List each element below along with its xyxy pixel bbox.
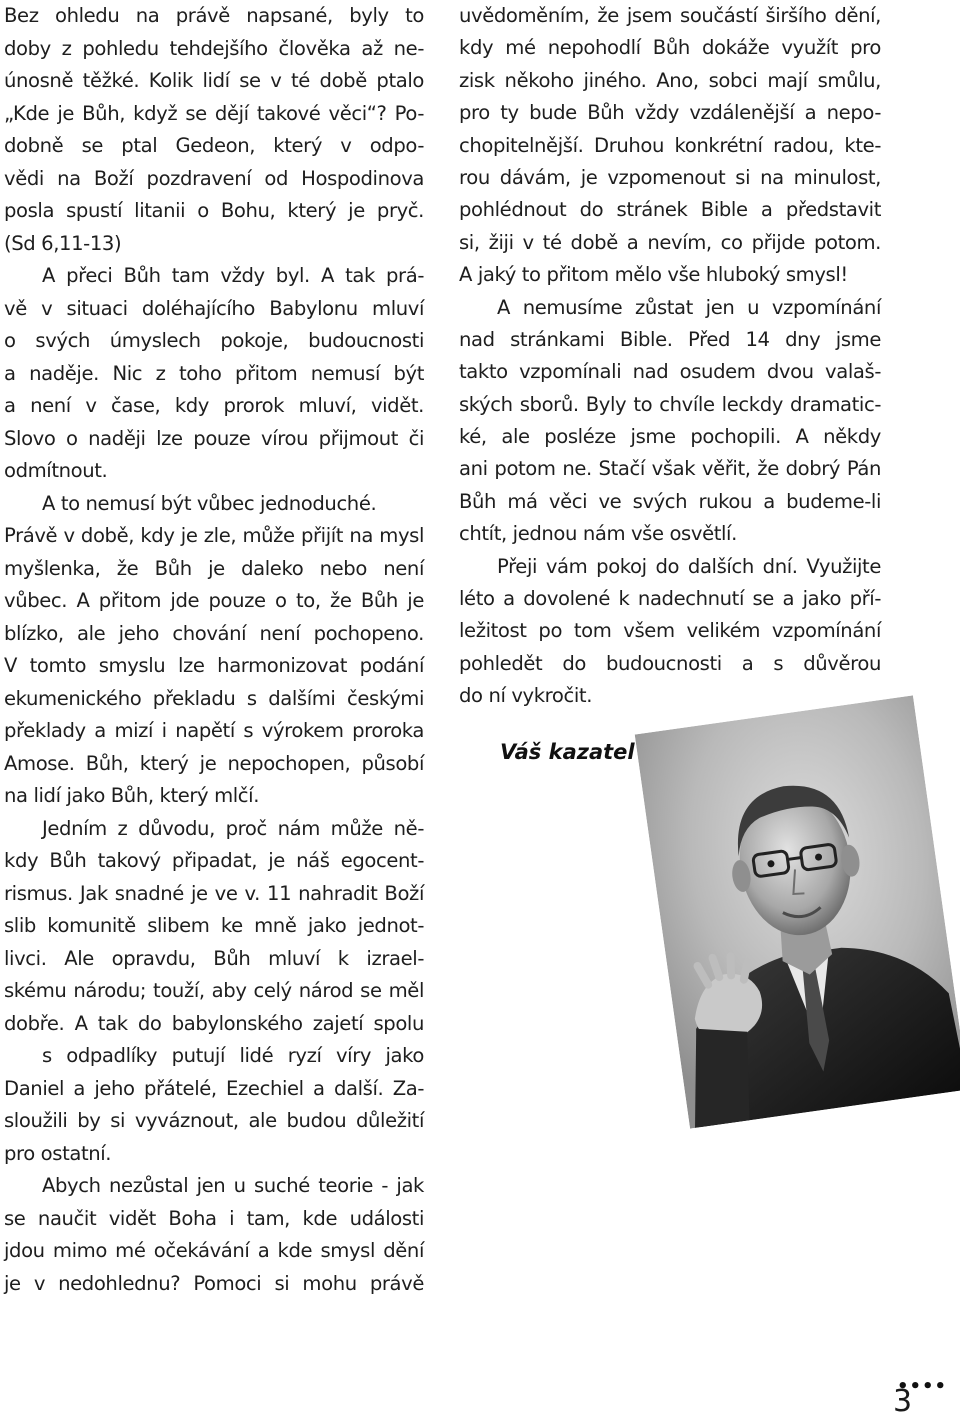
text-line: myšlenka, že Bůh je daleko nebo není [4, 556, 424, 580]
text-line: sloužili by si vyváznout, ale budou důležití [4, 1109, 424, 1132]
text-line: skému národu; touží, aby celý národ se měl [4, 979, 424, 1002]
text-line: Bůh má věci ve svých rukou a budeme-li [459, 489, 881, 513]
signature: Váš kazatel [500, 740, 635, 764]
text-line: A jaký to přitom mělo vše hluboký smysl! [459, 263, 848, 287]
text-line: překlady a mizí i napětí s výrokem proroka [4, 719, 424, 742]
text-line: doby z pohledu tehdejšího člověka až ne- [4, 36, 424, 60]
text-line: léto a dovolené k nadechnutí se a jako pří- [459, 587, 881, 611]
text-line: rismus. Jak snadné je ve v. 11 nahradit Boží [4, 881, 424, 905]
text-line: ských sborů. Byly to chvíle leckdy dramatic- [459, 392, 881, 416]
text-line: nad stránkami Bible. Před 14 dny jsme [459, 327, 881, 351]
text-line: pohlédnout do stránek Bible a představit [459, 198, 881, 222]
text-line: a naděje. Nic z toho přitom nemusí být [4, 361, 424, 385]
pastor-photo [635, 695, 960, 1128]
text-line: kdy mé nepohodlí Bůh dokáže využít pro [459, 36, 881, 60]
text-line: zisk někoho jiného. Ano, sobci mají smůlu, [459, 68, 881, 92]
page-decoration-dots: •••• [897, 1376, 948, 1397]
text-line: dobně se ptal Gedeon, který v odpo- [4, 134, 424, 157]
text-line: Bez ohledu na právě napsané, byly to [4, 4, 424, 27]
pastor-photo-illustration [635, 695, 960, 1128]
text-line: ké, ale posléze jsme pochopili. A někdy [459, 425, 881, 449]
right-text-column [459, 0, 881, 713]
text-line: rou dávám, je vzpomenout si na minulost, [459, 165, 881, 189]
text-line: jdou mimo mé očekávání a kde smysl dění [4, 1239, 424, 1262]
text-line: ekumenického překladu s dalšími českými [4, 686, 424, 710]
text-line: A přeci Bůh tam vždy byl. A tak prá- [42, 264, 424, 287]
text-line: pohledět do budoucnosti a s důvěrou [459, 651, 881, 675]
text-line: s odpadlíky putují lidé ryzí víry jako [42, 1044, 424, 1067]
text-line: A nemusíme zůstat jen u vzpomínání [497, 295, 881, 319]
text-line: takto vzpomínali nad osudem dvou valaš- [459, 360, 881, 384]
text-line: se naučit vidět Boha i tam, kde události [4, 1206, 424, 1230]
text-line: vůbec. A přitom jde pouze o to, že Bůh je [4, 589, 424, 612]
text-line: Amose. Bůh, který je nepochopen, působí [4, 751, 424, 775]
text-line: a není v čase, kdy prorok mluví, vidět. [4, 394, 424, 417]
text-line: pro ty bude Bůh vždy vzdálenější a nepo- [459, 101, 881, 125]
text-line: je v nedohlednu? Pomoci si mohu právě [4, 1271, 424, 1295]
text-line: do ní vykročit. [459, 684, 593, 708]
text-line: Slovo o naději lze pouze vírou přijmout či [4, 426, 424, 450]
text-line: vě v situaci doléhajícího Babylonu mluví [4, 296, 424, 320]
text-line: únosně těžké. Kolik lidí se v té době ptalo [4, 69, 424, 92]
text-line: V tomto smyslu lze harmonizovat podání [4, 654, 424, 677]
page-number: 3 [893, 1384, 913, 1419]
text-line: Daniel a jeho přátelé, Ezechiel a další. Za- [4, 1076, 424, 1100]
text-line: kdy Bůh takový připadat, je náš egocent- [4, 849, 424, 872]
text-line: livci. Ale opravdu, Bůh mluví k izrael- [4, 946, 424, 970]
text-line: chopitelnější. Druhou konkrétní radou, kte- [459, 133, 881, 157]
text-line: „Kde je Bůh, když se dějí takové věci“? Po- [4, 101, 424, 125]
text-line: A to nemusí být vůbec jednoduché. [42, 491, 377, 515]
text-line: na lidí jako Bůh, který mlčí. [4, 784, 260, 807]
text-line: Jedním z důvodu, proč nám může ně- [42, 816, 424, 840]
text-line: odmítnout. [4, 459, 108, 482]
text-line: Přeji vám pokoj do dalších dní. Využijte [497, 554, 881, 578]
left-text-column [4, 0, 424, 1300]
text-line: Právě v době, kdy je zle, může přijít na mysl [4, 524, 424, 547]
text-line: si, žiji v té době a nevím, co přijde potom. [459, 230, 881, 254]
text-line: ležitost po tom všem velikém vzpomínání [459, 619, 881, 643]
text-line: Abych nezůstal jen u suché teorie - jak [42, 1174, 424, 1197]
text-line: posla spustí litanii o Bohu, který je pryč. [4, 199, 424, 222]
text-line: o svých úmyslech pokoje, budoucnosti [4, 329, 424, 352]
text-line: uvědoměním, že jsem součástí širšího dění, [459, 4, 881, 27]
text-line: (Sd 6,11-13) [4, 231, 122, 255]
text-line: ani potom ne. Stačí však věřit, že dobrý Pán [459, 457, 881, 481]
text-line: blízko, ale jeho chování není pochopeno. [4, 621, 424, 645]
text-line: slib komunitě slibem ke mně jako jednot- [4, 914, 424, 937]
text-line: chtít, jednou nám vše osvětlí. [459, 522, 737, 546]
text-line: pro ostatní. [4, 1141, 112, 1165]
text-line: dobře. A tak do babylonského zajetí spolu [4, 1011, 424, 1035]
text-line: vědi na Boží pozdravení od Hospodinova [4, 166, 424, 190]
